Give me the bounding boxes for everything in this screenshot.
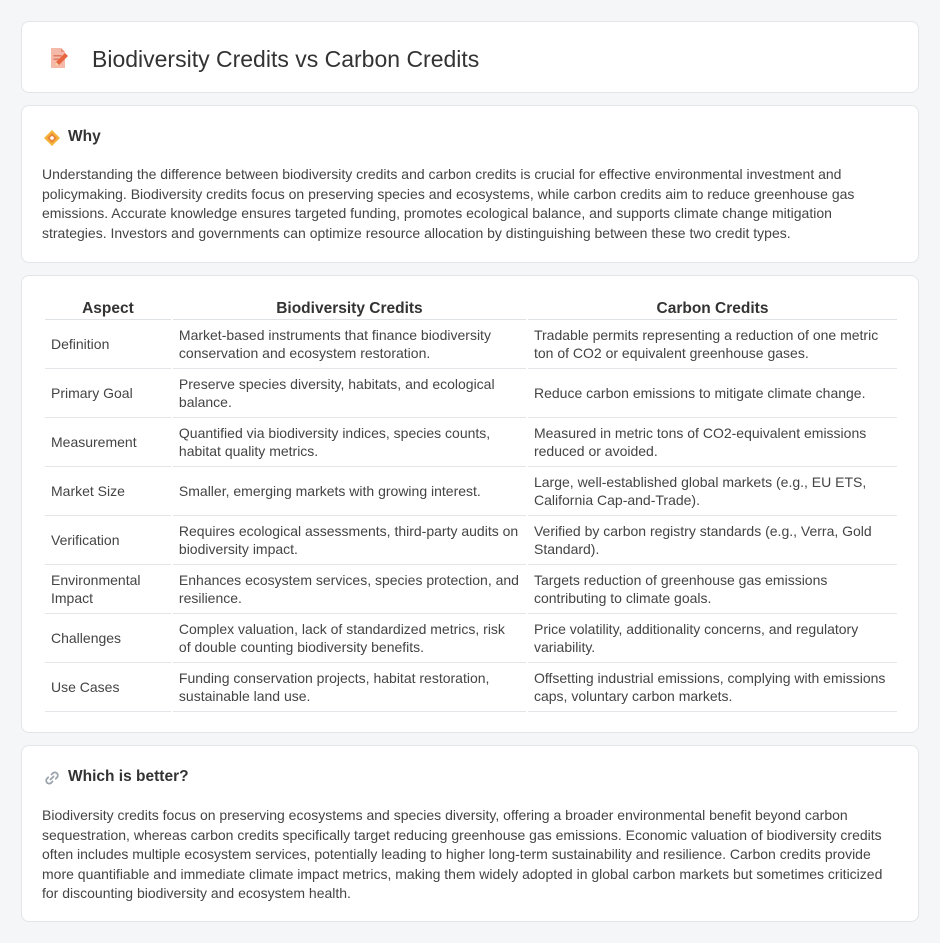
row-biodiversity: Requires ecological assessments, third-party audits on biodiversity impact. — [173, 516, 526, 565]
row-biodiversity: Market-based instruments that finance biodiversity conservation and ecosystem restoration. — [173, 320, 526, 369]
row-carbon: Measured in metric tons of CO2-equivalent emissions reduced or avoided. — [528, 418, 897, 467]
table-row — [45, 663, 897, 712]
row-carbon: Tradable permits representing a reduction of one metric ton of CO2 or equivalent greenhouse gases. — [528, 320, 897, 369]
header-biodiversity: Biodiversity Credits — [173, 298, 526, 320]
row-biodiversity: Funding conservation projects, habitat restoration, sustainable land use. — [173, 663, 526, 712]
table-row — [45, 369, 897, 418]
comparison-table — [43, 298, 899, 712]
table-row — [45, 614, 897, 663]
header-carbon: Carbon Credits — [528, 298, 897, 320]
why-text: Understanding the difference between biodiversity credits and carbon credits is crucial for effective environmental investment and policymaking. Biodiversity credits focus on preserving species and ecosystems, while carbon credits aim to reduce greenhouse gas emissions. Accurate knowledge ensures targeted funding, promotes ecological balance, and supports climate change mitigation strategies. Investors and governments can optimize resource allocation by distinguishing between these two credit types. — [42, 166, 855, 241]
header-card — [21, 21, 919, 93]
comparison-section — [21, 275, 919, 733]
row-aspect: Verification — [45, 516, 171, 565]
link-icon — [43, 769, 61, 787]
table-row — [45, 467, 897, 516]
row-biodiversity: Complex valuation, lack of standardized metrics, risk of double counting biodiversity benefits. — [173, 614, 526, 663]
table-row — [45, 418, 897, 467]
table-row — [45, 320, 897, 369]
row-biodiversity: Smaller, emerging markets with growing interest. — [173, 467, 526, 516]
table-row — [45, 565, 897, 614]
row-carbon: Offsetting industrial emissions, complying with emissions caps, voluntary carbon markets. — [528, 663, 897, 712]
row-carbon: Price volatility, additionality concerns, and regulatory variability. — [528, 614, 897, 663]
why-title: Why — [68, 128, 101, 145]
better-text: Biodiversity credits focus on preserving ecosystems and species diversity, offering a broader environmental benefit beyond carbon sequestration, whereas carbon credits specifically target reducing greenhouse gas emissions. Economic valuation of biodiversity credits often includes multiple ecosystem services, potentially leading to higher long-term sustainability and resilience. Carbon credits provide more quantifiable and immediate climate impact metrics, making them widely adopted in global carbon markets but sometimes criticized for discounting biodiversity and ecosystem health. — [42, 807, 883, 901]
table-header-row — [45, 298, 897, 320]
row-carbon: Reduce carbon emissions to mitigate climate change. — [528, 369, 897, 418]
row-biodiversity: Quantified via biodiversity indices, species counts, habitat quality metrics. — [173, 418, 526, 467]
why-section — [21, 105, 919, 263]
header-aspect: Aspect — [45, 298, 171, 320]
row-biodiversity: Preserve species diversity, habitats, and ecological balance. — [173, 369, 526, 418]
row-aspect: Measurement — [45, 418, 171, 467]
row-aspect: Challenges — [45, 614, 171, 663]
row-aspect: Market Size — [45, 467, 171, 516]
which-is-better-section — [21, 745, 919, 922]
row-aspect: Definition — [45, 320, 171, 369]
row-carbon: Targets reduction of greenhouse gas emissions contributing to climate goals. — [528, 565, 897, 614]
row-aspect: Primary Goal — [45, 369, 171, 418]
table-row — [45, 516, 897, 565]
row-biodiversity: Enhances ecosystem services, species protection, and resilience. — [173, 565, 526, 614]
diamond-icon — [43, 129, 61, 147]
row-carbon: Verified by carbon registry standards (e.g., Verra, Gold Standard). — [528, 516, 897, 565]
page-title: Biodiversity Credits vs Carbon Credits — [92, 46, 480, 72]
better-title: Which is better? — [68, 768, 189, 785]
row-carbon: Large, well-established global markets (e.g., EU ETS, California Cap-and-Trade). — [528, 467, 897, 516]
document-pencil-icon — [46, 46, 70, 70]
row-aspect: Use Cases — [45, 663, 171, 712]
row-aspect: Environmental Impact — [45, 565, 171, 614]
